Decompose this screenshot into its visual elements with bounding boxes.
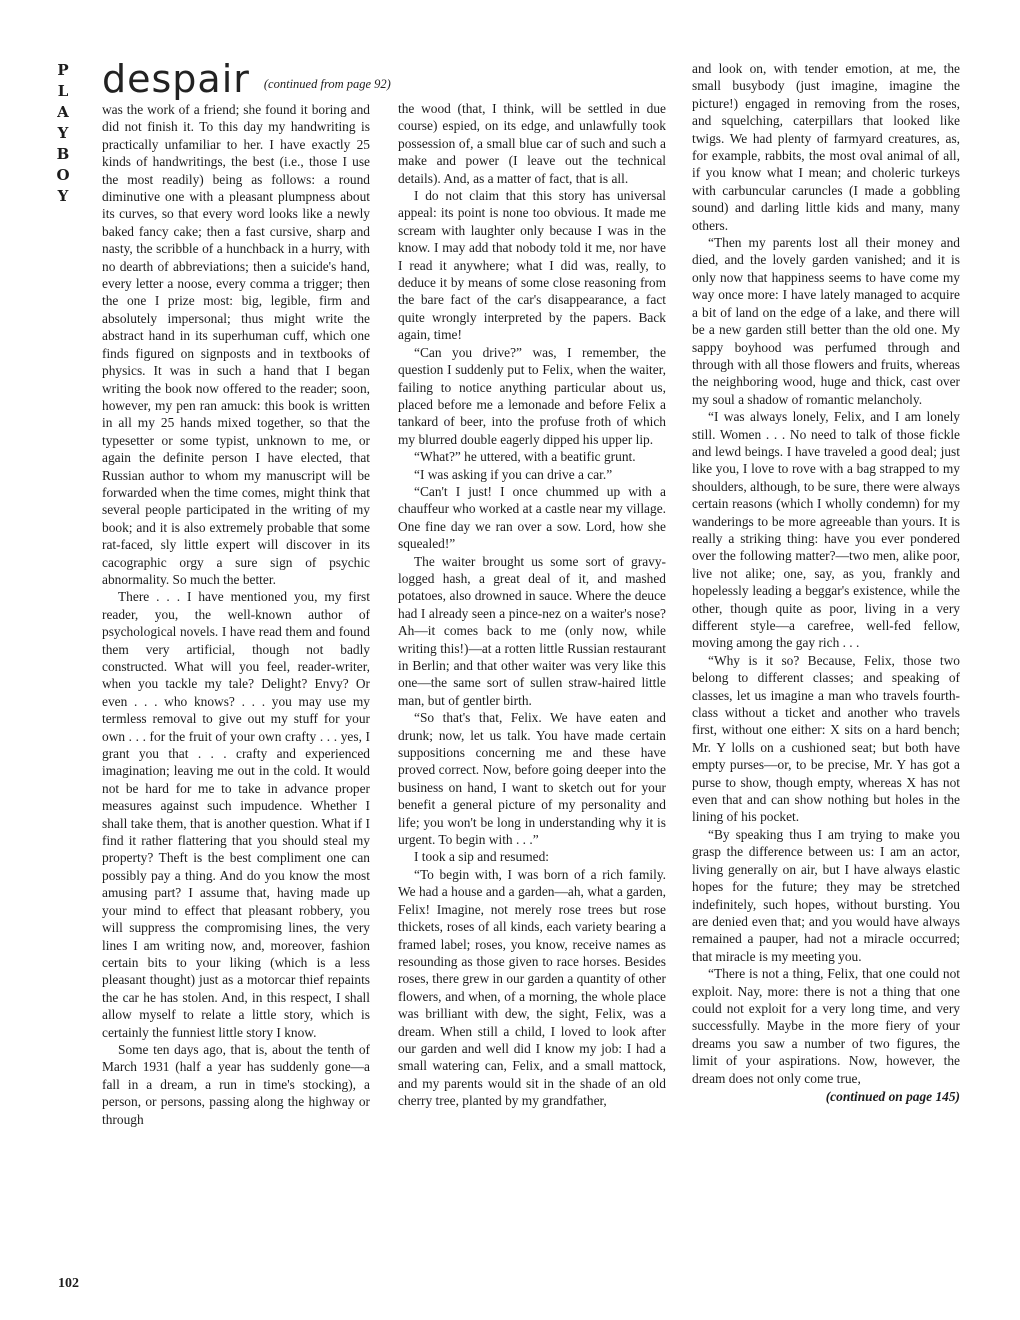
text-column-3	[692, 60, 960, 1105]
magazine-sidebar-logo	[54, 60, 72, 207]
page-number: 102	[58, 1276, 79, 1291]
paragraph: the wood (that, I think, will be settled in due course) espied, on its edge, and unlawfully took possession of, a small blue car of such and such a make and power (I leave out the technical details). And, as a matter of fact, that is all.	[398, 101, 666, 186]
sidebar-letter: Y	[57, 124, 69, 142]
sidebar-letter: B	[56, 145, 70, 163]
sidebar-letter: L	[57, 82, 69, 100]
sidebar-letter: P	[57, 61, 69, 79]
continued-on-note: (continued on page 145)	[825, 1088, 960, 1104]
paragraph: The waiter brought us some sort of gravy-logged hash, a great deal of it, and mashed potatoes, also drowned in sauce. Where the deuce had I already seen a pince-nez on a waiter's nose? Ah—it comes back to me (only now, while writing this!)—at a rotten little Russian restaurant in Berlin; and that other waiter was very like this one—the same sort of sullen straw-haired little man, but of gentler birth.	[398, 553, 666, 708]
paragraph: “Can't I just! I once chummed up with a chauffeur who worked at a castle near my village. One fine day we ran over a sow. Lord, how she squealed!”	[398, 483, 666, 552]
paragraph: “There is not a thing, Felix, that one could not exploit. Nay, more: there is not a thing that one could not exploit for a very long time, and very successfully. Maybe in the more fiery of your dreams you saw a number of two figures, the limit of your aspirations. Now, however, the dream does not only come true,	[692, 966, 960, 1086]
paragraph: “So that's that, Felix. We have eaten and drunk; now, let us talk. You have made certain suppositions concerning me and these have proved correct. Now, before going deeper into the business on hand, I want to sketch out for your benefit a general picture of my personality and life; you won't be long in understanding why it is urgent. To begin with . . .”	[398, 710, 666, 848]
sidebar-letter: O	[56, 166, 70, 184]
paragraph: There . . . I have mentioned you, my first reader, you, the well-known author of psychological novels. I have read them and found them very artificial, though not badly constructed. What will you feel, reader-writer, when you tackle my tale? Delight? Envy? Or even . . . who knows? . . . you may use my termless removal to give out my stuff for your own . . . for the fruit of your own crafty . . . yes, I grant you that . . . crafty and experienced imagination; leaving me out in the cold. It would not be hard for me to take in advance proper measures against such impudence. Whether I shall take them, that is another question. What if I find it rather flattering that you should steal my property? Theft is the best compliment one can possibly pay a thing. And do you know the most amusing part? I assume that, having made up your mind to effect that pleasant robbery, you will suppress the compromising lines, the very lines I am writing now, and, moreover, fashion certain bits to your liking (which is a less pleasant thought) just as a motorcar thief repaints the car he has stolen. And, in this respect, I shall allow myself to relate a little story, which is certainly the funniest little story I know.	[102, 589, 370, 1040]
paragraph: “By speaking thus I am trying to make you grasp the difference between us: I am an actor, living generally on air, but I have always elastic hopes for the future; they may be stretched indefinitely, such hopes, without bursting. You are denied even that; and you would have always remained a pauper, had not a miracle occurred; that miracle is my meeting you.	[692, 826, 960, 964]
continued-from-note: (continued from page 92)	[263, 77, 391, 91]
paragraph: “Why is it so? Because, Felix, those two belong to different classes; and speaking of classes, let us imagine a man who travels fourth-class without a ticket and another who travels first, without one either: X sits on a hard bench; Mr. Y lolls on a cushioned seat; but both have empty purses—or, to be precise, Mr. Y has got a purse to show, though empty, whereas X has not even that and can show nothing but holes in the lining of his pocket.	[692, 652, 960, 825]
paragraph: “Can you drive?” was, I remember, the question I suddenly put to Felix, when the waiter, failing to notice anything particular about us, placed before me a lemonade and before Felix a tankard of beer, into the profuse froth of which my blurred double eagerly dipped his upper lip.	[398, 344, 666, 447]
article-heading	[102, 57, 391, 101]
article-title: despair	[102, 57, 250, 101]
paragraph: and look on, with tender emotion, at me, the small busybody (just imagine, imagine the picture!) engaged in removing from the roses, and squelching, caterpillars that looked like twigs. We had plenty of farmyard creatures, as, for example, rabbits, the most oval animal of all, if you know what I mean; and choleric turkeys with carbuncular caruncles (I made a gobbling sound) and darling little kids and many, many others.	[692, 61, 960, 233]
paragraph: “Then my parents lost all their money and died, and the lovely garden vanished; and it is only now that happiness seems to have come my way once more: I have lately managed to acquire a bit of land on the edge of a lake, and there will be a new garden still better than the old one. My sappy boyhood was perfumed through and through with all those flowers and fruits, whereas the neighboring wood, huge and thick, cast over my soul a shadow of romantic melancholy.	[692, 235, 960, 407]
text-column-2	[398, 100, 666, 1110]
paragraph: was the work of a friend; she found it boring and did not finish it. To this day my handwriting is practically unfamiliar to her. I have exactly 25 kinds of handwritings, the best (i.e., those I use the most readily) being as follows: a round diminutive one with a pleasant plumpness about its curves, so that every word looks like a newly baked fancy cake; then a fast cursive, sharp and nasty, the scribble of a hunchback in a hurry, with no dearth of abbreviations; then a suicide's hand, every letter a noose, every comma a trigger; then the one I prize most: big, legible, firm and absolutely impersonal; thus might write the abstract hand in its superhuman cuff, which one finds figured on signposts and in textbooks of physics. It was in such a hand that I began writing the book now offered to the reader; soon, however, my pen ran amuck: this book is written in all my 25 hands mixed together, so that the typesetter or some typist, unknown to me, or again the definite person I have elected, that Russian author to whom my manuscript will be forwarded when the time comes, might think that several people participated in the writing of my book; and it is also extremely probable that some rat-faced, sly little expert will discover in its cacographic orgy a sure sign of psychic abnormality. So much the better.	[102, 102, 370, 587]
sidebar-letter: A	[57, 103, 69, 121]
paragraph: “To begin with, I was born of a rich family. We had a house and a garden—ah, what a garden, Felix! Imagine, not merely rose trees but rose thickets, roses of all kinds, each variety bearing a framed label; roses, you know, receive names as resounding as those given to race horses. Besides roses, there grew in our garden a quantity of other flowers, and when, of a morning, the whole place was brilliant with dew, the sight, Felix, was a dream. When still a child, I loved to look after our garden and well did I know my job: I had a small watering can, Felix, and a small mattock, and my parents would sit in the shade of an old cherry tree, planted by my grandfather,	[398, 866, 666, 1109]
paragraph: I took a sip and resumed:	[414, 849, 549, 865]
paragraph: “What?” he uttered, with a beatific grunt.	[414, 449, 636, 465]
text-column-1	[102, 101, 370, 1128]
paragraph: Some ten days ago, that is, about the tenth of March 1931 (half a year has suddenly gone—a fall in a dream, a run in time's stocking), a person, or persons, passing along the highway or through	[102, 1041, 370, 1127]
sidebar-letter: Y	[57, 187, 69, 205]
paragraph: I do not claim that this story has universal appeal: its point is none too obvious. It made me scream with laughter only because I was in the know. I may add that nobody told it me, nor have I read it anywhere; what I did was, really, to deduce it by means of some close reasoning from the bare fact of the car's disappearance, a fact quite wrongly interpreted by the papers. Back again, time!	[398, 188, 666, 343]
paragraph: “I was always lonely, Felix, and I am lonely still. Women . . . No need to talk of those fickle and lewd beings. I have traveled a good deal; just like you, I love to rove with a bag strapped to my shoulders, although, to be sure, there were always certain reasons (which I wholly condemn) for my wanderings to be more agreeable than yours. It is really a striking thing: have you ever pondered over the following matter?—two men, alike poor, live not alike; one, say, as you, frankly and hopelessly leading a beggar's existence, while the other, though quite as poor, living in a very different style—a carefree, well-fed fellow, moving among the gay rich . . .	[692, 409, 960, 651]
paragraph: “I was asking if you can drive a car.”	[414, 466, 613, 482]
